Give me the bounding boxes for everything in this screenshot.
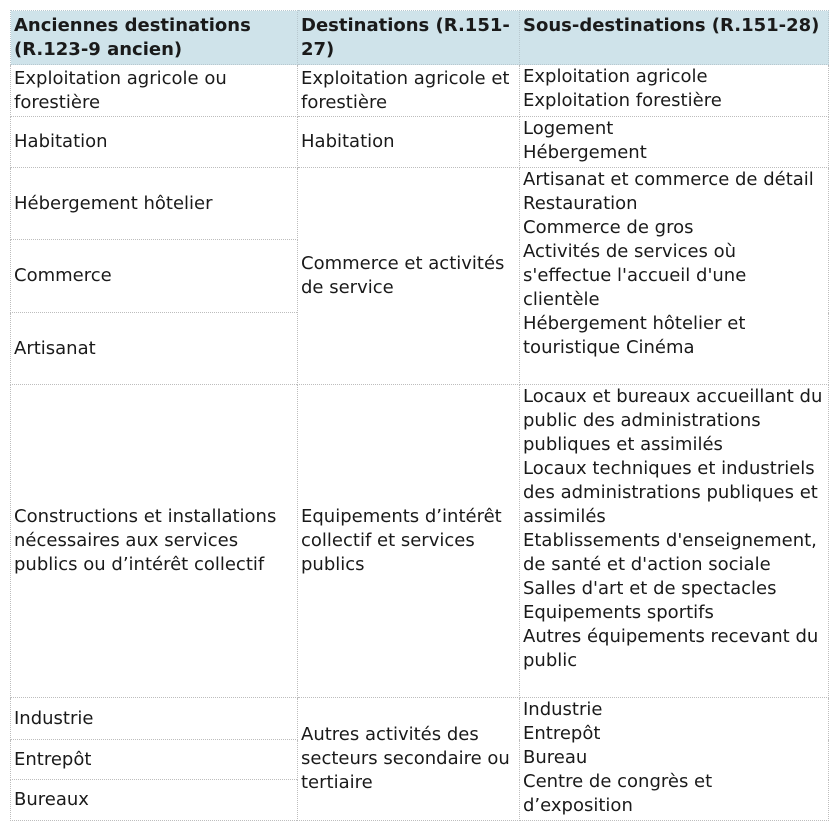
sub-destination-item: Etablissements d'enseignement, de santé et d'action sociale [523,530,817,575]
table-row [11,65,829,117]
sub-destination-item: Locaux techniques et industriels des administrations publiques et assimilés [523,458,818,527]
old-destination-cell: Hébergement hôtelier [11,168,298,240]
sub-destination-item: Exploitation agricole [523,66,708,87]
destination-cell: Equipements d’intérêt collectif et services publics [298,385,520,698]
destinations-table [10,10,829,821]
sub-destination-item: Exploitation forestière [523,90,722,111]
table-row [11,698,829,740]
old-destination-cell: Industrie [11,698,298,740]
header-old-destinations: Anciennes destinations (R.123-9 ancien) [11,11,298,65]
sub-destination-item: Commerce de gros [523,217,694,238]
sub-destination-item: Artisanat et commerce de détail [523,169,814,190]
table-row [11,385,829,698]
old-destination-cell: Constructions et installations nécessaires aux services publics ou d’intérêt collectif [11,385,298,698]
header-row [11,11,829,65]
sub-destination-item: Industrie [523,699,603,720]
sub-destination-item: Hébergement [523,142,647,163]
sub-destination-item: Autres équipements recevant du public [523,626,819,671]
header-destinations: Destinations (R.151-27) [298,11,520,65]
old-destination-cell: Habitation [11,117,298,168]
sub-destination-item: Restauration [523,193,638,214]
table-row [11,168,829,240]
sub-destination-item: Salles d'art et de spectacles [523,578,777,599]
table-row [11,117,829,168]
sub-destination-item: Bureau [523,747,588,768]
destination-cell: Commerce et activités de service [298,168,520,385]
sub-destination-item: Centre de congrès et d’exposition [523,771,713,816]
old-destination-cell: Entrepôt [11,740,298,780]
sub-destinations-cell [520,168,829,385]
destination-cell: Habitation [298,117,520,168]
sub-destinations-cell [520,65,829,117]
sub-destinations-cell [520,385,829,698]
old-destination-cell: Commerce [11,240,298,313]
old-destination-cell: Artisanat [11,313,298,385]
sub-destinations-cell [520,698,829,821]
sub-destination-item: Logement [523,118,614,139]
sub-destination-item: Locaux et bureaux accueillant du public des administrations publiques et assimilés [523,386,823,455]
destination-cell: Exploitation agricole et forestière [298,65,520,117]
old-destination-cell: Exploitation agricole ou forestière [11,65,298,117]
sub-destinations-cell [520,117,829,168]
sub-destination-item: Activités de services où s'effectue l'accueil d'une clientèle [523,241,747,310]
sub-destination-item: Hébergement hôtelier et touristique Cinéma [523,313,746,358]
destination-cell: Autres activités des secteurs secondaire ou tertiaire [298,698,520,821]
sub-destination-item: Equipements sportifs [523,602,714,623]
header-sub-destinations: Sous-destinations (R.151-28) [520,11,829,65]
sub-destination-item: Entrepôt [523,723,601,744]
old-destination-cell: Bureaux [11,780,298,821]
